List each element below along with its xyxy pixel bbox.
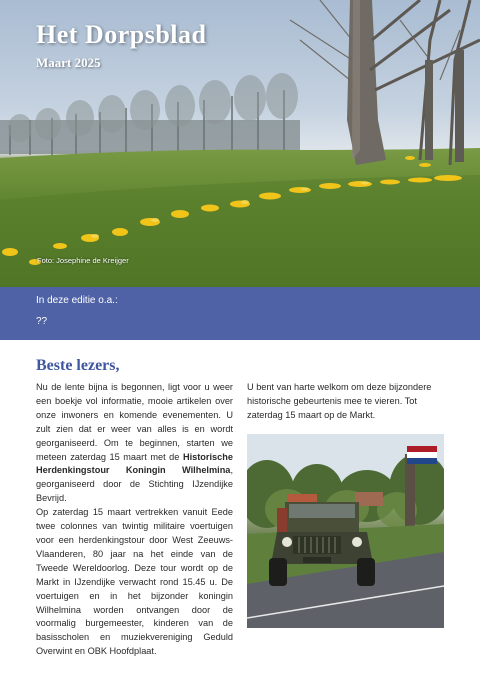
photo-credit: Foto: Josephine de Kreijger	[37, 256, 129, 265]
article-greeting: Beste lezers,	[36, 357, 120, 374]
edition-contents-band	[0, 287, 480, 340]
paragraph-1-text-b: , georganiseerd door de Stichting IJzendijke Bevrijd.	[36, 465, 233, 504]
article-paragraph-1	[36, 381, 233, 506]
newsletter-title: Het Dorpsblad	[36, 20, 207, 49]
military-jeep-photo	[247, 434, 444, 628]
issue-date: Maart 2025	[36, 55, 101, 70]
edition-heading: In deze editie o.a.:	[36, 295, 118, 306]
edition-items: ??	[36, 316, 48, 327]
article-column-left	[36, 381, 233, 659]
article-paragraph-2: Op zaterdag 15 maart vertrekken vanuit Eede twee colonnes van twintig militaire voertuigen voor een herdenkingstour door West Zeeuws-Vlaanderen, 80 jaar na het einde van de Tweede Wereldoorlog. Deze tour wordt op de Markt in IJzendijke verwacht rond 15.45 u. De voertuigen en in het bijzonder koningin Wilhelmina worden ontvangen door de voormalig burgemeester, kinderen van de basisscholen en muziekvereniging Geduld Overwint en OBK Hoofdplaat.	[36, 507, 233, 657]
paragraph-1-bold-event: Historische Herdenkingstour Koningin Wilhelmina	[36, 451, 233, 476]
jeep-illustration	[247, 434, 444, 628]
cover-photo	[0, 0, 480, 287]
article-paragraph-3: U bent van harte welkom om deze bijzondere historische gebeurtenis mee te vieren. Tot zaterdag 15 maart op de Markt.	[247, 382, 432, 420]
article-column-right	[247, 381, 444, 423]
paragraph-1-text-a: Nu de lente bijna is begonnen, ligt voor u weer een boekje vol informatie, mooie artikelen over onze inwoners en komende evenementen. U zult zien dat er weer van alles is en wordt georganiseerd. Om te beginnen, starten we meteen zaterdag 15 maart met de	[36, 382, 233, 462]
